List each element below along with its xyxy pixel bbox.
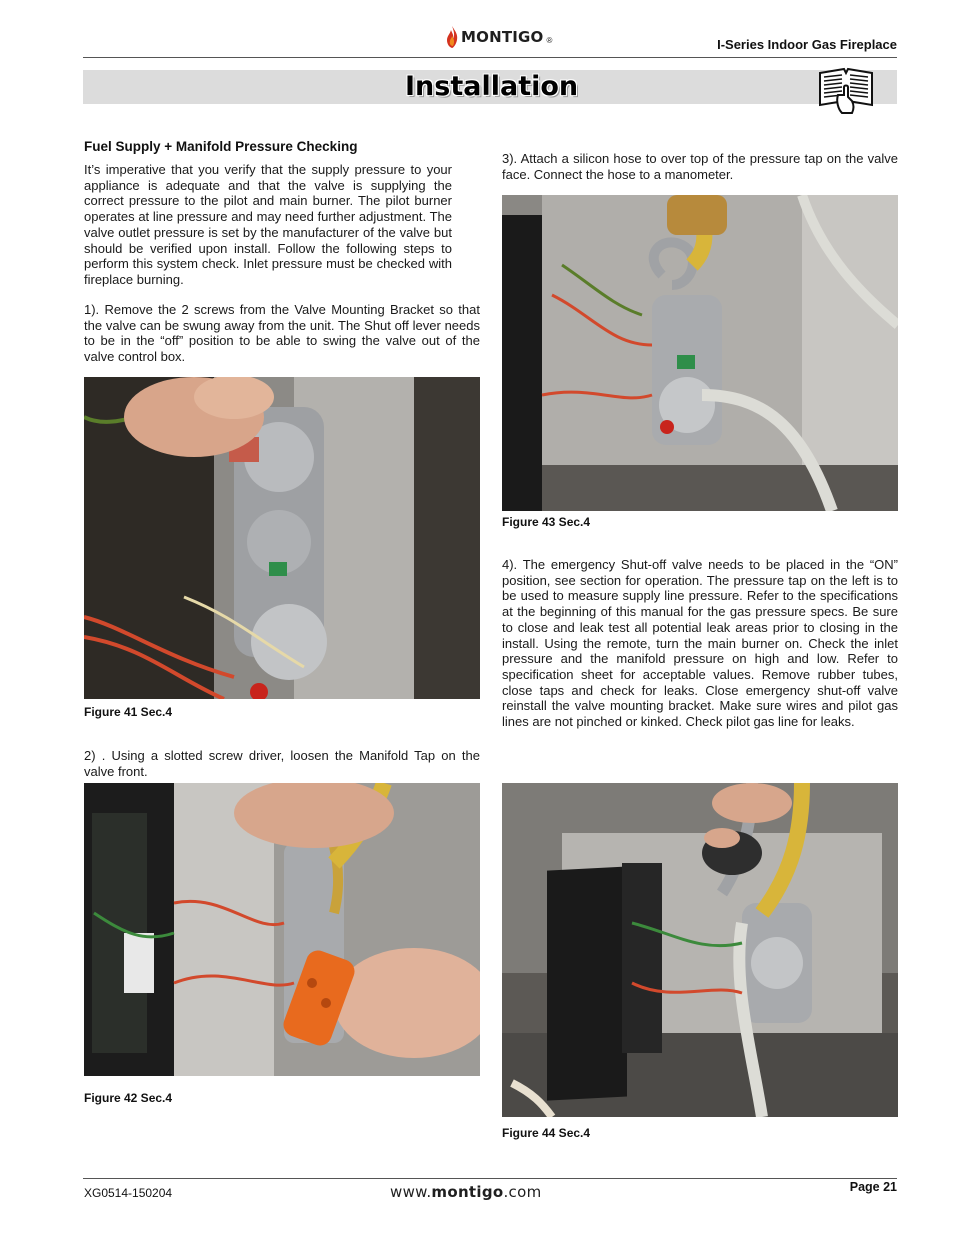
header-divider [83, 57, 897, 58]
document-code: XG0514-150204 [84, 1186, 173, 1200]
step3-paragraph: 3). Attach a silicon hose to over top of the pressure tap on the valve face. Connect the hose to a manometer. [502, 151, 898, 182]
registered-mark: ® [546, 36, 553, 45]
logo-wordmark: MONTIGO [461, 28, 544, 46]
page-number: Page 21 [849, 1180, 897, 1194]
manual-book-icon [818, 65, 874, 115]
section-heading: Fuel Supply + Manifold Pressure Checking [84, 139, 358, 154]
step2-paragraph: 2) . Using a slotted screw driver, loosen the Manifold Tap on the valve front. [84, 748, 480, 779]
figure-42-photo [84, 783, 480, 1076]
document-title: I-Series Indoor Gas Fireplace [717, 37, 897, 52]
brand-logo [446, 26, 552, 48]
intro-paragraph: It’s imperative that you verify that the supply pressure to your appliance is adequate and that the valve is supplying the correct pressure to the pilot and main burner. The pilot burner operates at line pressure and may need further adjustment. The valve outlet pressure is set by the manufacturer of the valve but should be verified upon install. Follow the following steps to perform this system check. Inlet pressure must be checked with fireplace burning. [84, 162, 452, 287]
figure-44-photo [502, 783, 898, 1117]
flame-icon [446, 26, 458, 48]
step4-paragraph: 4). The emergency Shut-off valve needs to be placed in the “ON” position, see section for operation. The pressure tap on the left is to be used to measure supply line pressure. Refer to the specifications at the beginning of this manual for the gas pressure specs. Be sure to close and leak test all potential leak areas prior to closing in the install. Using the remote, turn the main burner on. Check the inlet pressure and the manifold pressure on high and low. Refer to specification sheet for acceptable values. Remove rubber tubes, close taps and check for leaks. Close emergency shut-off valve reinstall the valve mounting bracket. Make sure wires and pilot gas lines are not pinched or kinked. Check pilot gas line for leaks. [502, 557, 898, 730]
footer-divider [83, 1178, 897, 1179]
url-suffix: .com [503, 1183, 542, 1201]
figure-43-caption: Figure 43 Sec.4 [502, 515, 591, 529]
figure-41-caption: Figure 41 Sec.4 [84, 705, 173, 719]
figure-44-caption: Figure 44 Sec.4 [502, 1126, 591, 1140]
section-title: Installation [405, 71, 579, 102]
url-prefix: www. [390, 1183, 432, 1201]
figure-43-photo [502, 195, 898, 511]
website-url [390, 1183, 542, 1201]
figure-41-photo [84, 377, 480, 699]
figure-42-caption: Figure 42 Sec.4 [84, 1091, 173, 1105]
step1-paragraph: 1). Remove the 2 screws from the Valve Mounting Bracket so that the valve can be swung away from the unit. The Shut off lever needs to be in the “off” position to be able to swing the valve out of the valve control box. [84, 302, 480, 365]
url-brand: montigo [431, 1183, 504, 1201]
